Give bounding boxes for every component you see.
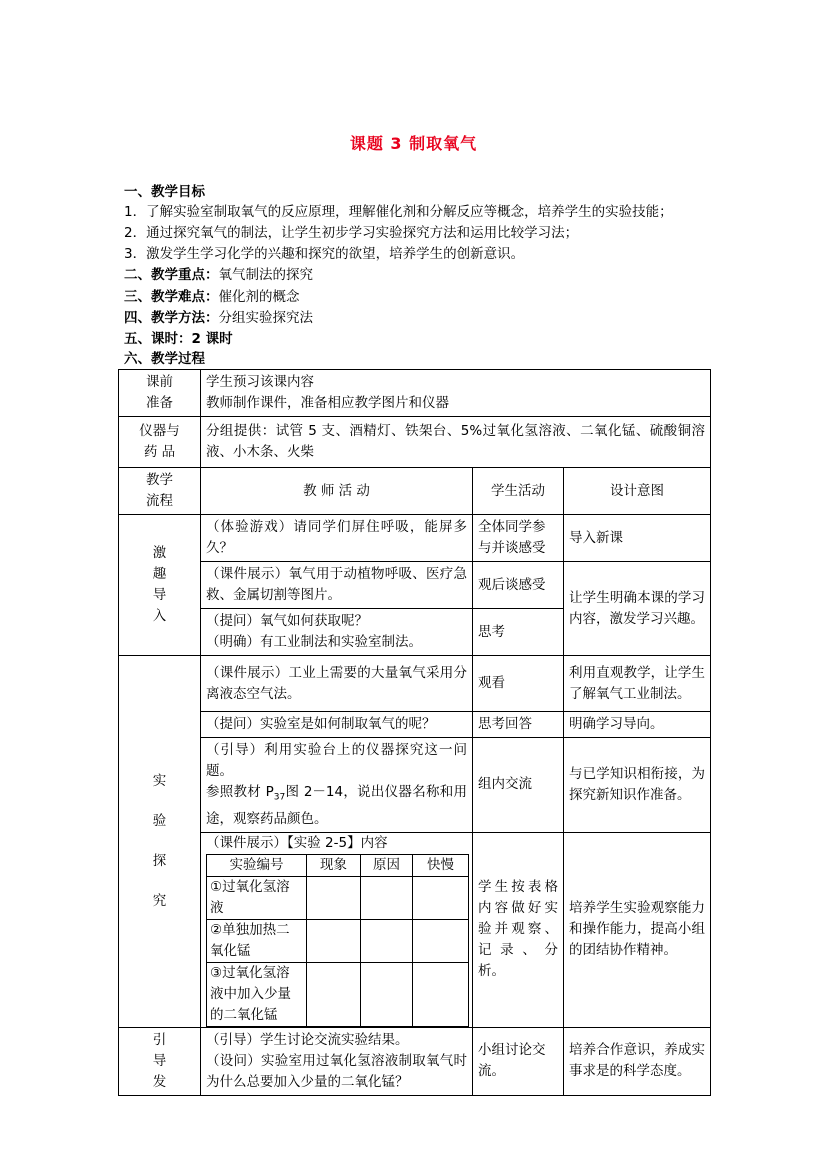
teacher-activity — [201, 738, 473, 833]
student-activity: 学生按表格内容做好实验并观察、记录、分析。 — [473, 832, 564, 1027]
goal-item: 3．激发学生学习化学的兴趣和探究的欲望，培养学生的创新意识。 — [124, 246, 525, 262]
teacher-guide-text: （引导）利用实验台上的仪器探究这一问题。 — [206, 742, 467, 779]
design-intent: 导入新课 — [564, 515, 711, 562]
design-intent: 与已学知识相衔接，为探究新知识作准备。 — [564, 738, 711, 833]
stage-label-guide: 引 导 发 — [119, 1027, 201, 1095]
design-intent: 利用直观教学，让学生了解氧气工业制法。 — [564, 656, 711, 712]
student-activity: 全体同学参与并谈感受 — [473, 515, 564, 562]
teacher-activity — [201, 832, 473, 1027]
teacher-activity: （课件展示）氧气用于动植物呼吸、医疗急救、金属切割等图片。 — [201, 562, 473, 609]
lesson-table — [118, 369, 711, 1096]
design-intent: 培养合作意识，养成实事求是的科学态度。 — [564, 1027, 711, 1095]
instruments-content: 分组提供：试管 5 支、酒精灯、铁架台、5%过氧化氢溶液、二氧化锰、硫酸铜溶液、小木条、火柴 — [201, 417, 711, 468]
goals-heading: 一、教学目标 — [124, 184, 205, 200]
exp-row-label: ③过氧化氢溶液中加入少量的二氧化锰 — [207, 962, 307, 1026]
instruments-label: 仪器与 药 品 — [119, 417, 201, 468]
exp-cell — [413, 962, 469, 1026]
teacher-activity: （提问）氧气如何获取呢？ （明确）有工业制法和实验室制法。 — [201, 609, 473, 656]
experiment-table — [206, 854, 469, 1027]
prep-label: 课前 准备 — [119, 370, 201, 417]
class-hours: 五、课时：2 课时 — [124, 331, 233, 347]
exp-cell — [361, 919, 413, 962]
exp-cell — [307, 876, 361, 919]
header-teacher: 教 师 活 动 — [201, 468, 473, 515]
header-student: 学生活动 — [473, 468, 564, 515]
design-intent: 明确学习导向。 — [564, 712, 711, 738]
key-point: 二、教学重点：氧气制法的探究 — [124, 267, 313, 283]
exp-cell — [413, 876, 469, 919]
exp-cell — [307, 962, 361, 1026]
exp-cell — [413, 919, 469, 962]
header-flow: 教学 流程 — [119, 468, 201, 515]
exp-row-label: ①过氧化氢溶液 — [207, 876, 307, 919]
exp-cell — [307, 919, 361, 962]
header-design: 设计意图 — [564, 468, 711, 515]
textbook-reference: 参照教材 $P_{37}$图 2－14，说出仪器名称和用途，观察药品颜色。 — [206, 784, 468, 827]
experiment-caption: （课件展示）【实验 2-5】内容 — [206, 834, 388, 851]
student-activity: 组内交流 — [473, 738, 564, 833]
student-activity: 思考回答 — [473, 712, 564, 738]
student-activity: 小组讨论交流。 — [473, 1027, 564, 1095]
teacher-activity: （引导）学生讨论交流实验结果。 （设问）实验室用过氧化氢溶液制取氧气时为什么总要加入少量的二氧化锰？ — [201, 1027, 473, 1095]
difficulty: 三、教学难点：催化剂的概念 — [124, 289, 300, 305]
page-title: 课题 3 制取氧气 — [349, 134, 478, 153]
exp-header: 现象 — [307, 854, 361, 876]
exp-header: 快慢 — [413, 854, 469, 876]
teaching-method: 四、教学方法：分组实验探究法 — [124, 310, 313, 326]
design-intent: 培养学生实验观察能力和操作能力，提高小组的团结协作精神。 — [564, 832, 711, 1027]
prep-content: 学生预习该课内容 教师制作课件，准备相应教学图片和仪器 — [201, 370, 711, 417]
student-activity: 思考 — [473, 609, 564, 656]
teacher-activity: （课件展示）工业上需要的大量氧气采用分离液态空气法。 — [201, 656, 473, 712]
stage-label-intro: 激 趣 导 入 — [119, 515, 201, 656]
exp-cell — [361, 876, 413, 919]
exp-cell — [361, 962, 413, 1026]
design-intent: 让学生明确本课的学习内容，激发学习兴趣。 — [564, 562, 711, 656]
student-activity: 观看 — [473, 656, 564, 712]
stage-label-explore: 实 验 探 究 — [119, 656, 201, 1028]
teacher-activity: （体验游戏）请同学们屏住呼吸，能屏多久？ — [201, 515, 473, 562]
process-heading: 六、教学过程 — [124, 351, 205, 367]
exp-header: 原因 — [361, 854, 413, 876]
teacher-activity: （提问）实验室是如何制取氧气的呢？ — [201, 712, 473, 738]
student-activity: 观后谈感受 — [473, 562, 564, 609]
exp-row-label: ②单独加热二氧化锰 — [207, 919, 307, 962]
goal-item: 1．了解实验室制取氧气的反应原理，理解催化剂和分解反应等概念，培养学生的实验技能； — [124, 204, 673, 220]
exp-header: 实验编号 — [207, 854, 307, 876]
goal-item: 2．通过探究氧气的制法，让学生初步学习实验探究方法和运用比较学习法； — [124, 225, 579, 241]
